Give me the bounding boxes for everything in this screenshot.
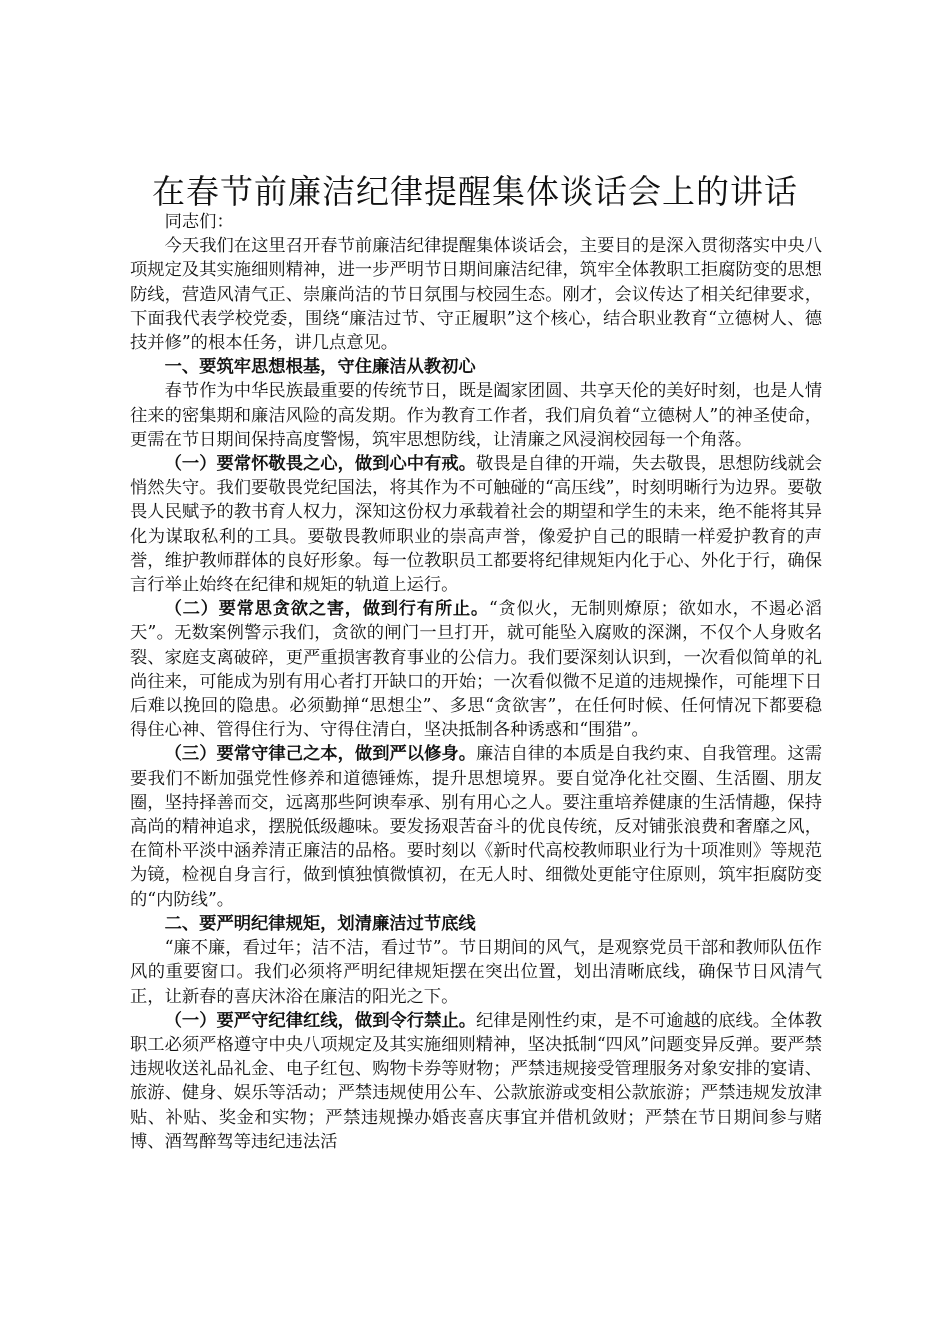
document-body — [130, 210, 822, 1154]
section-1-sub-3-paragraph — [130, 742, 822, 911]
section-2-sub-1-text: 纪律是刚性约束，是不可逾越的底线。全体教职工必须严格遵守中央八项规定及其实施细则精神，坚决抵制“四风”问题变异反弹。要严禁违规收送礼品礼金、电子红包、购物卡券等财物；严禁违规接受管理服务对象安排的宴请、旅游、健身、娱乐等活动；严禁违规使用公车、公款旅游或变相公款旅游；严禁违规发放津贴、补贴、奖金和实物；严禁违规操办婚丧喜庆事宜并借机敛财；严禁在节日期间参与赌博、酒驾醉驾等违纪违法活 — [130, 1010, 822, 1152]
section-1-sub-2-lead: （二）要常思贪欲之害，做到行有所止。 — [164, 599, 489, 620]
section-1-sub-1-lead: （一）要常怀敬畏之心，做到心中有戒。 — [164, 454, 476, 475]
document-title: 在春节前廉洁纪律提醒集体谈话会上的讲话 — [152, 172, 798, 211]
section-1-sub-3-text: 廉洁自律的本质是自我约束、自我管理。这需要我们不断加强党性修养和道德锤炼，提升思想境界。要自觉净化社交圈、生活圈、朋友圈，坚持择善而交，远离那些阿谀奉承、别有用心之人。要注重培养健康的生活情趣，保持高尚的精神追求，摆脱低级趣味。要发扬艰苦奋斗的优良传统，反对铺张浪费和奢靡之风，在简朴平淡中涵养清正廉洁的品格。要时刻以《新时代高校教师职业行为十项准则》等规范为镜，检视自身言行，做到慎独慎微慎初，在无人时、细微处更能守住原则，筑牢拒腐防变的“内防线”。 — [130, 744, 822, 910]
section-2-sub-1-lead: （一）要严守纪律红线，做到令行禁止。 — [164, 1010, 476, 1031]
section-1-sub-1-text: 敬畏是自律的开端，失去敬畏，思想防线就会悄然失守。我们要敬畏党纪国法，将其作为不可触碰的“高压线”，时刻明晰行为边界。要敬畏人民赋予的教书育人权力，深知这份权力承载着社会的期望和学生的未来，绝不能将其异化为谋取私利的工具。要敬畏教师职业的崇高声誉，像爱护自己的眼睛一样爱护教育的声誉，维护教师群体的良好形象。每一位教职员工都要将纪律规矩内化于心、外化于行，确保言行举止始终在纪律和规矩的轨道上运行。 — [130, 454, 822, 596]
section-2-paragraph: “廉不廉，看过年；洁不洁，看过节”。节日期间的风气，是观察党员干部和教师队伍作风的重要窗口。我们必须将严明纪律规矩摆在突出位置，划出清晰底线，确保节日风清气正，让新春的喜庆沐浴在廉洁的阳光之下。 — [130, 938, 822, 1007]
section-1-sub-1-paragraph — [130, 452, 822, 597]
salutation: 同志们： — [164, 212, 234, 232]
section-2-heading: 二、要严明纪律规矩，划清廉洁过节底线 — [164, 913, 476, 934]
section-1-sub-3-lead: （三）要常守律己之本，做到严以修身。 — [164, 744, 476, 765]
section-1-sub-2-text: “贪似火，无制则燎原；欲如水，不遏必滔天”。无数案例警示我们，贪欲的闸门一旦打开，就可能坠入腐败的深渊，不仅个人身败名裂、家庭支离破碎，更严重损害教育事业的公信力。我们要深刻认识到，一次看似简单的礼尚往来，可能成为别有用心者打开缺口的开始；一次看似微不足道的违规操作，可能埋下日后难以挽回的隐患。必须勤掸“思想尘”、多思“贪欲害”，在任何时候、任何情况下都要稳得住心神、管得住行为、守得住清白，坚决抵制各种诱惑和“围猎”。 — [130, 599, 822, 741]
section-2-sub-1-paragraph — [130, 1009, 822, 1154]
section-1-paragraph: 春节作为中华民族最重要的传统节日，既是阖家团圆、共享天伦的美好时刻，也是人情往来的密集期和廉洁风险的高发期。作为教育工作者，我们肩负着“立德树人”的神圣使命，更需在节日期间保持高度警惕，筑牢思想防线，让清廉之风浸润校园每一个角落。 — [130, 381, 822, 450]
section-1-heading: 一、要筑牢思想根基，守住廉洁从教初心 — [164, 357, 476, 378]
section-1-sub-2-paragraph — [130, 597, 822, 742]
intro-paragraph: 今天我们在这里召开春节前廉洁纪律提醒集体谈话会，主要目的是深入贯彻落实中央八项规定及其实施细则精神，进一步严明节日期间廉洁纪律，筑牢全体教职工拒腐防变的思想防线，营造风清气正、崇廉尚洁的节日氛围与校园生态。刚才，会议传达了相关纪律要求，下面我代表学校党委，围绕“廉洁过节、守正履职”这个核心，结合职业教育“立德树人、德技并修”的根本任务，讲几点意见。 — [130, 236, 822, 354]
